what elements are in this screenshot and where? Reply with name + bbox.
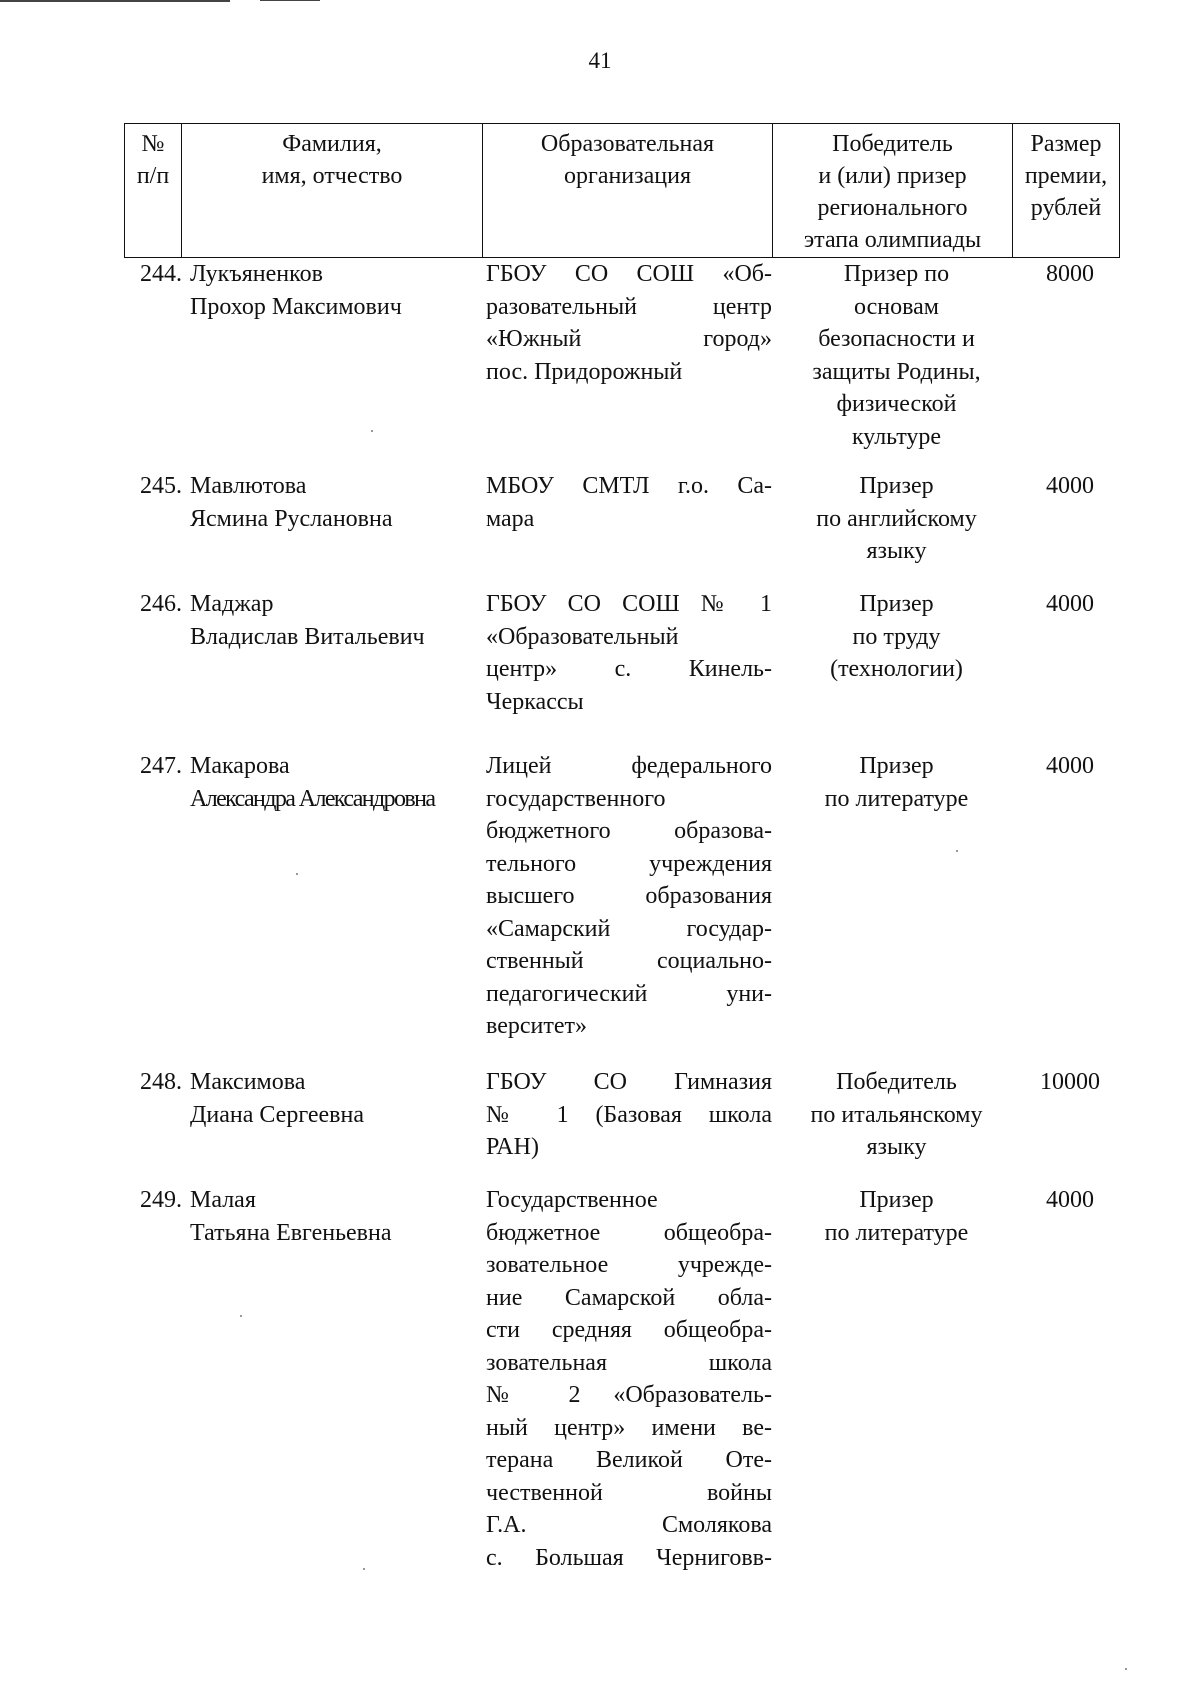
row-number: 248.	[140, 1069, 182, 1095]
row-award: Призер по труду (технологии)	[830, 591, 963, 682]
row-award: Призер по литературе	[824, 753, 969, 812]
row-award: Призер по основам безопасности и защиты Родины, физической культуре	[812, 261, 981, 450]
row-prize: 8000	[1046, 261, 1094, 287]
scan-speck	[1125, 1668, 1127, 1670]
row-name: Мавлютова Ясмина Руслановна	[190, 473, 393, 532]
scan-speck	[956, 850, 958, 852]
table-row	[124, 588, 1119, 750]
row-number: 244.	[140, 261, 182, 287]
header-org: Образовательная организация	[483, 124, 773, 258]
table-header	[124, 123, 1120, 258]
table-body	[124, 258, 1119, 1584]
row-number: 246.	[140, 591, 182, 617]
row-name: Максимова Диана Сергеевна	[190, 1069, 364, 1128]
row-number: 247.	[140, 753, 182, 779]
table-row	[124, 750, 1119, 1066]
scan-artifact-line	[260, 0, 320, 1]
table-row	[124, 1066, 1119, 1184]
row-award: Победитель по итальянскому языку	[810, 1069, 983, 1160]
row-organization: ГБОУ СО СОШ № 1 «Образовательный центр» с. Кинель- Черкассы	[486, 591, 772, 715]
row-number: 245.	[140, 473, 182, 499]
table-row	[124, 258, 1119, 470]
page-number: 41	[588, 48, 612, 73]
row-name: Лукъяненков Прохор Максимович	[190, 261, 402, 320]
row-prize: 4000	[1046, 591, 1094, 617]
header-award: Победитель и (или) призер регионального этапа олимпиады	[773, 124, 1013, 258]
header-num: № п/п	[125, 124, 182, 258]
table-row	[124, 1184, 1119, 1584]
row-prize: 4000	[1046, 473, 1094, 499]
row-award: Призер по литературе	[824, 1187, 969, 1246]
row-name: Малая Татьяна Евгеньевна	[190, 1187, 392, 1246]
scan-artifact-line	[0, 0, 230, 2]
row-organization: Государственное бюджетное общеобра- зовательное учрежде- ние Самарской обла- сти средняя общеобра- зовательная школа № 2 «Образователь- ный центр» имени ве- терана Великой Оте- чественной войны Г.А. Смолякова с. Большая Черниговв-	[486, 1187, 772, 1571]
row-organization: Лицей федерального государственного бюджетного образова- тельного учреждения высшего образования «Самарский государ- ственный социально- педагогический уни- верситет»	[486, 753, 772, 1039]
scan-speck	[363, 1568, 365, 1570]
scan-speck	[296, 873, 298, 875]
row-name: Макарова Александра Александровна	[190, 753, 435, 812]
row-prize: 10000	[1040, 1069, 1100, 1095]
row-name: Маджар Владислав Витальевич	[190, 591, 425, 650]
scan-speck	[240, 1315, 242, 1317]
row-organization: ГБОУ СО Гимназия № 1 (Базовая школа РАН)	[486, 1069, 772, 1160]
row-organization: МБОУ СМТЛ г.о. Са- мара	[486, 473, 772, 532]
header-name: Фамилия, имя, отчество	[182, 124, 483, 258]
row-prize: 4000	[1046, 1187, 1094, 1213]
row-organization: ГБОУ СО СОШ «Об- разовательный центр «Южный город» пос. Придорожный	[486, 261, 772, 385]
row-number: 249.	[140, 1187, 182, 1213]
row-award: Призер по английскому языку	[816, 473, 977, 564]
table-row	[124, 470, 1119, 588]
header-prize: Размер премии, рублей	[1013, 124, 1120, 258]
row-prize: 4000	[1046, 753, 1094, 779]
scan-speck	[371, 430, 373, 432]
